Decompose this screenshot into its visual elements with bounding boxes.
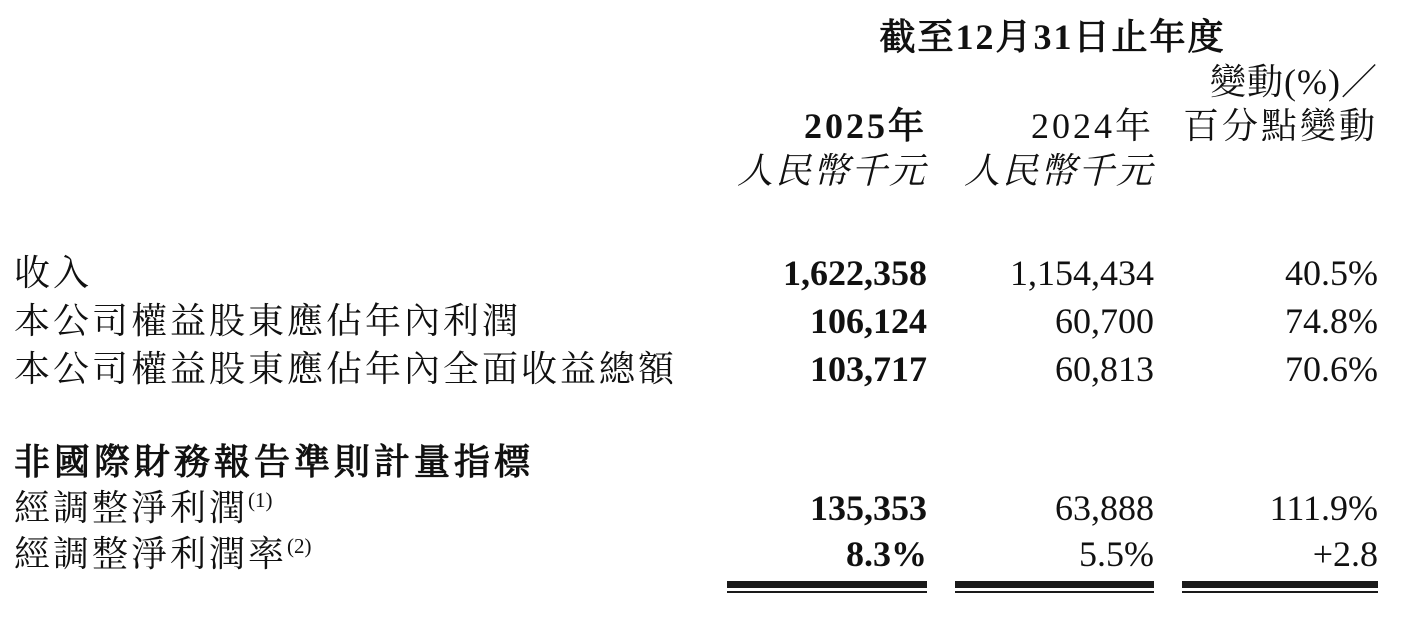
period-title: 截至12月31日止年度 (879, 17, 1226, 57)
value-2024: 60,700 (1055, 301, 1154, 341)
header-spacer (14, 93, 699, 94)
header-units-row (0, 148, 1416, 194)
footnote-marker-1: (1) (248, 488, 273, 512)
row-label: 收入 (14, 253, 93, 293)
non-ifrs-section (0, 439, 1416, 593)
value-change: 111.9% (1269, 488, 1378, 528)
rules-spacer (14, 592, 699, 593)
value-2025: 135,353 (810, 488, 927, 528)
table-row-profit (0, 297, 1416, 345)
table-row-revenue (0, 249, 1416, 297)
value-2024: 63,888 (1055, 488, 1154, 528)
section-spacer (955, 473, 1154, 474)
ifrs-data-block (0, 249, 1416, 393)
footnote-marker-2: (2) (287, 534, 312, 558)
section-title-row (0, 439, 1416, 485)
double-rule-2024 (955, 581, 1154, 593)
table-row-comprehensive-income (0, 345, 1416, 393)
row-label (14, 531, 699, 577)
value-change: +2.8 (1312, 534, 1378, 574)
double-rule-change (1182, 581, 1378, 593)
table-row-adjusted-net-margin (0, 531, 1416, 577)
table-row-adjusted-net-profit (0, 485, 1416, 531)
header-spacer (14, 48, 699, 49)
value-change: 74.8% (1285, 301, 1378, 341)
value-2025: 1,622,358 (783, 253, 927, 293)
value-change: 40.5% (1285, 253, 1378, 293)
row-label-text: 經調整淨利潤 (14, 488, 249, 528)
section-spacer (1182, 473, 1378, 474)
section-spacer (727, 473, 927, 474)
row-label-text: 經調整淨利潤率 (14, 534, 288, 574)
row-label: 本公司權益股東應佔年內全面收益總額 (14, 349, 678, 389)
header-spacer (1182, 182, 1378, 183)
unit-label-2024: 人民幣千元 (963, 151, 1154, 191)
column-header-2024: 2024年 (1030, 106, 1154, 146)
header-period-row (0, 14, 1416, 60)
change-header-line2: 百分點變動 (1182, 106, 1378, 146)
value-2024: 60,813 (1055, 349, 1154, 389)
value-change: 70.6% (1285, 349, 1378, 389)
header-spacer (14, 182, 699, 183)
change-header-line1: 變動(%)／ (1210, 62, 1378, 102)
double-rule-2025 (727, 581, 927, 593)
value-2024: 1,154,434 (1010, 253, 1154, 293)
section-title: 非國際財務報告準則計量指標 (14, 441, 535, 482)
header-spacer (14, 137, 699, 138)
column-header-2025: 2025年 (803, 106, 927, 146)
row-label (14, 485, 699, 531)
total-rules-row (0, 581, 1416, 593)
header-years-row (0, 104, 1416, 148)
value-2025: 8.3% (846, 534, 927, 574)
value-2024: 5.5% (1079, 534, 1154, 574)
value-2025: 106,124 (810, 301, 927, 341)
value-2025: 103,717 (810, 349, 927, 389)
header-change-row (0, 60, 1416, 104)
row-label: 本公司權益股東應佔年內利潤 (14, 301, 522, 341)
unit-label-2025: 人民幣千元 (736, 151, 927, 191)
